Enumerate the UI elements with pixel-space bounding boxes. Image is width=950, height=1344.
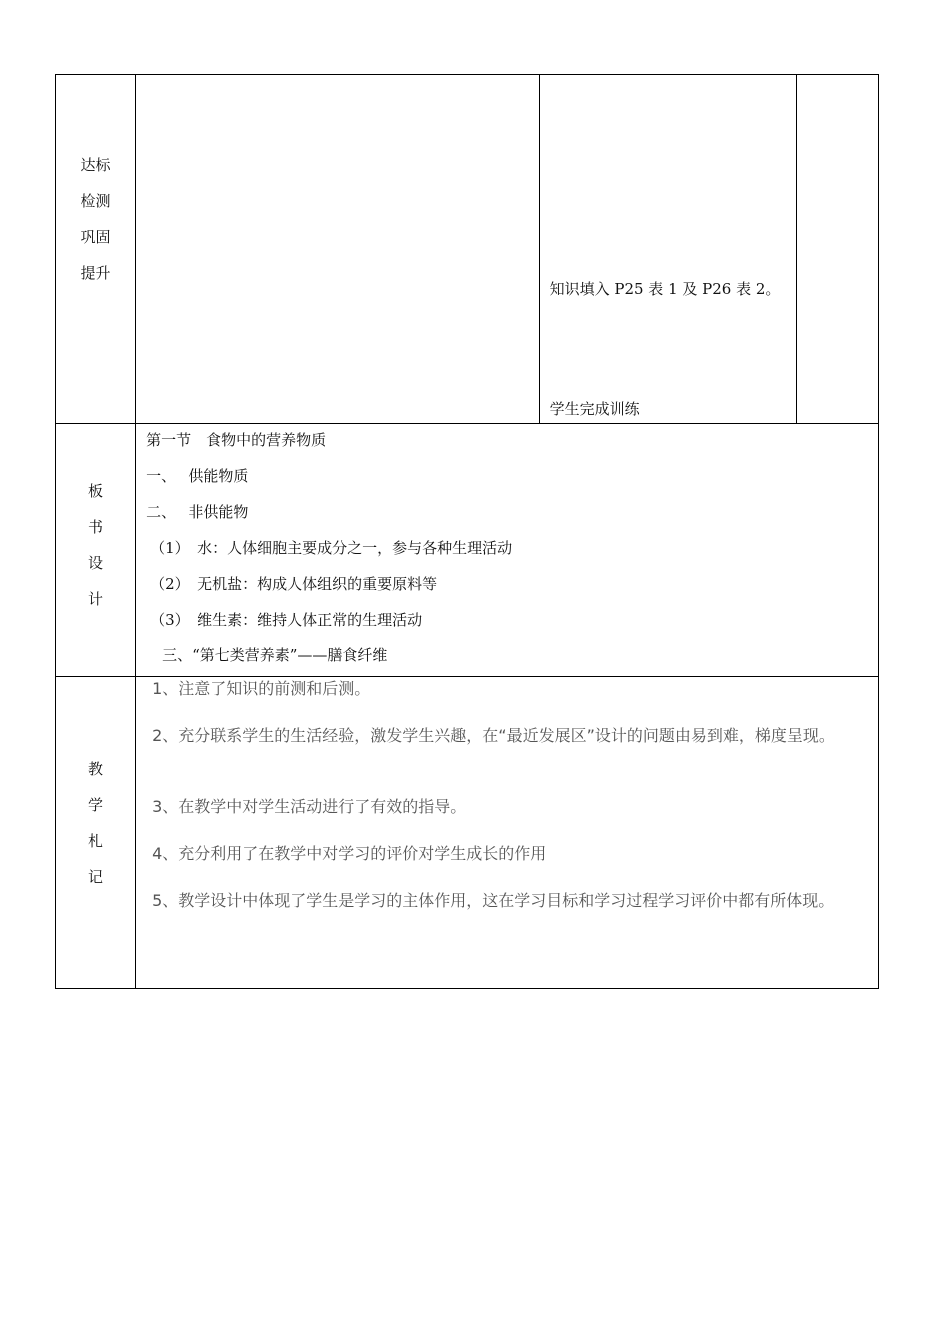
row-label-line: 书 [88,518,104,536]
row-label-line: 巩固 [80,228,111,246]
note-item: 5、教学设计中体现了学生是学习的主体作用，这在学习目标和学习过程学习评价中都有所体现。 [152,891,835,910]
row-label-line: 札 [88,831,104,850]
student-activity-text: 学生完成训练 [549,400,640,418]
board-line: （1） 水：人体细胞主要成分之一，参与各种生理活动 [150,539,513,557]
row-label-line: 板 [88,482,104,500]
board-line: 二、 非供能物 [146,503,249,521]
row-label-line: 提升 [80,264,111,282]
assessment-content-cell [136,75,539,424]
note-item: 4、充分利用了在教学中对学习的评价对学生成长的作用 [152,844,547,863]
lesson-plan-table [55,74,879,989]
board-line: （3） 维生素：维持人体正常的生理活动 [150,611,423,629]
table-row-teaching-notes [56,677,879,989]
row-label-assessment [56,75,136,424]
teaching-notes-cell [136,677,879,989]
empty-cell [796,75,878,424]
row-label-line: 达标 [80,156,111,174]
student-activity-cell [539,75,796,424]
board-design-cell [136,424,879,677]
row-label-line: 记 [88,867,104,886]
board-line: 三、“第七类营养素”——膳食纤维 [162,646,388,664]
row-label-line: 设 [88,554,104,572]
board-line: （2） 无机盐：构成人体组织的重要原料等 [150,575,438,593]
note-item: 1、注意了知识的前测和后测。 [152,679,371,698]
row-label-line: 检测 [80,192,111,210]
note-item: 2、充分联系学生的生活经验，激发学生兴趣，在“最近发展区”设计的问题由易到难，梯度呈现。 [152,726,835,745]
note-item: 3、在教学中对学生活动进行了有效的指导。 [152,797,467,816]
row-label-board-design [56,424,136,677]
row-label-line: 教 [88,759,104,778]
board-line: 一、 供能物质 [146,467,249,485]
row-label-line: 学 [88,795,104,814]
row-label-line: 计 [88,590,104,608]
board-line: 第一节 食物中的营养物质 [146,431,327,449]
table-row-assessment [56,75,879,424]
row-label-teaching-notes [56,677,136,989]
table-row-board-design [56,424,879,677]
student-activity-text: 知识填入 P25 表 1 及 P26 表 2。 [549,280,781,298]
